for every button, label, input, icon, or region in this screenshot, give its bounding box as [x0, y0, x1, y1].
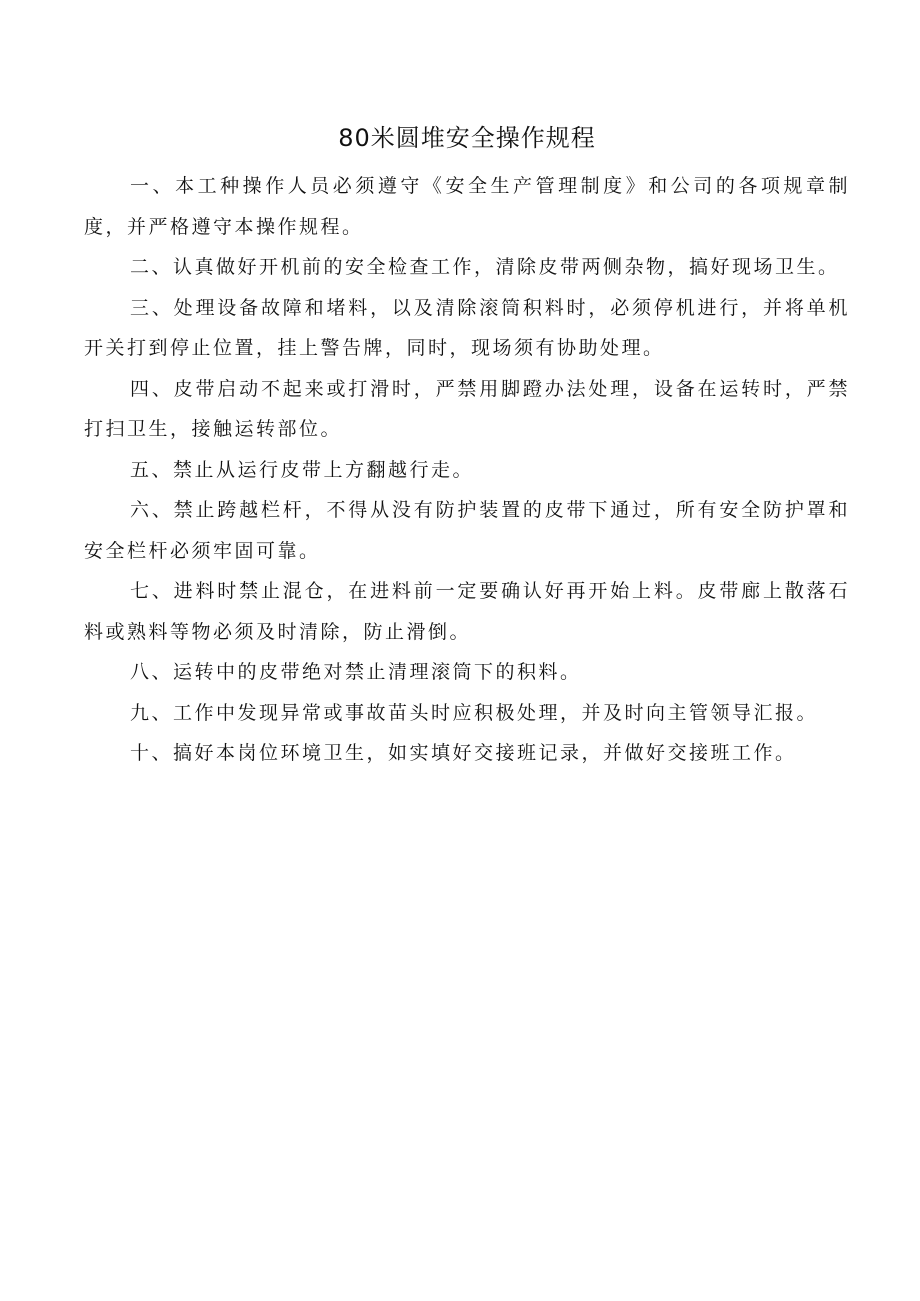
document-title: 80米圆堆安全操作规程 — [338, 124, 596, 152]
rule-item: 十、搞好本岗位环境卫生，如实填好交接班记录，并做好交接班工作。 — [130, 742, 797, 764]
rule-item: 四、皮带启动不起来或打滑时，严禁用脚蹬办法处理，设备在运转时，严禁打扫卫生，接触运转部位。 — [84, 377, 850, 440]
rule-item: 九、工作中发现异常或事故苗头时应积极处理，并及时向主管领导汇报。 — [130, 701, 819, 724]
rule-item: 一、本工种操作人员必须遵守《安全生产管理制度》和公司的各项规章制度，并严格遵守本操作规程。 — [84, 175, 850, 238]
rules-list — [84, 166, 850, 774]
rule-item: 五、禁止从运行皮带上方翻越行走。 — [130, 458, 475, 481]
rule-item: 六、禁止跨越栏杆，不得从没有防护装置的皮带下通过，所有安全防护罩和安全栏杆必须牢固可靠。 — [84, 499, 850, 562]
rule-item: 三、处理设备故障和堵料，以及清除滚筒积料时，必须停机进行，并将单机开关打到停止位置，挂上警告牌，同时，现场须有协助处理。 — [84, 296, 850, 359]
rule-item: 七、进料时禁止混仓，在进料前一定要确认好再开始上料。皮带廊上散落石料或熟料等物必须及时清除，防止滑倒。 — [84, 580, 850, 643]
rule-item: 八、运转中的皮带绝对禁止清理滚筒下的积料。 — [130, 661, 582, 683]
rule-item: 二、认真做好开机前的安全检查工作，清除皮带两侧杂物，搞好现场卫生。 — [130, 256, 840, 278]
